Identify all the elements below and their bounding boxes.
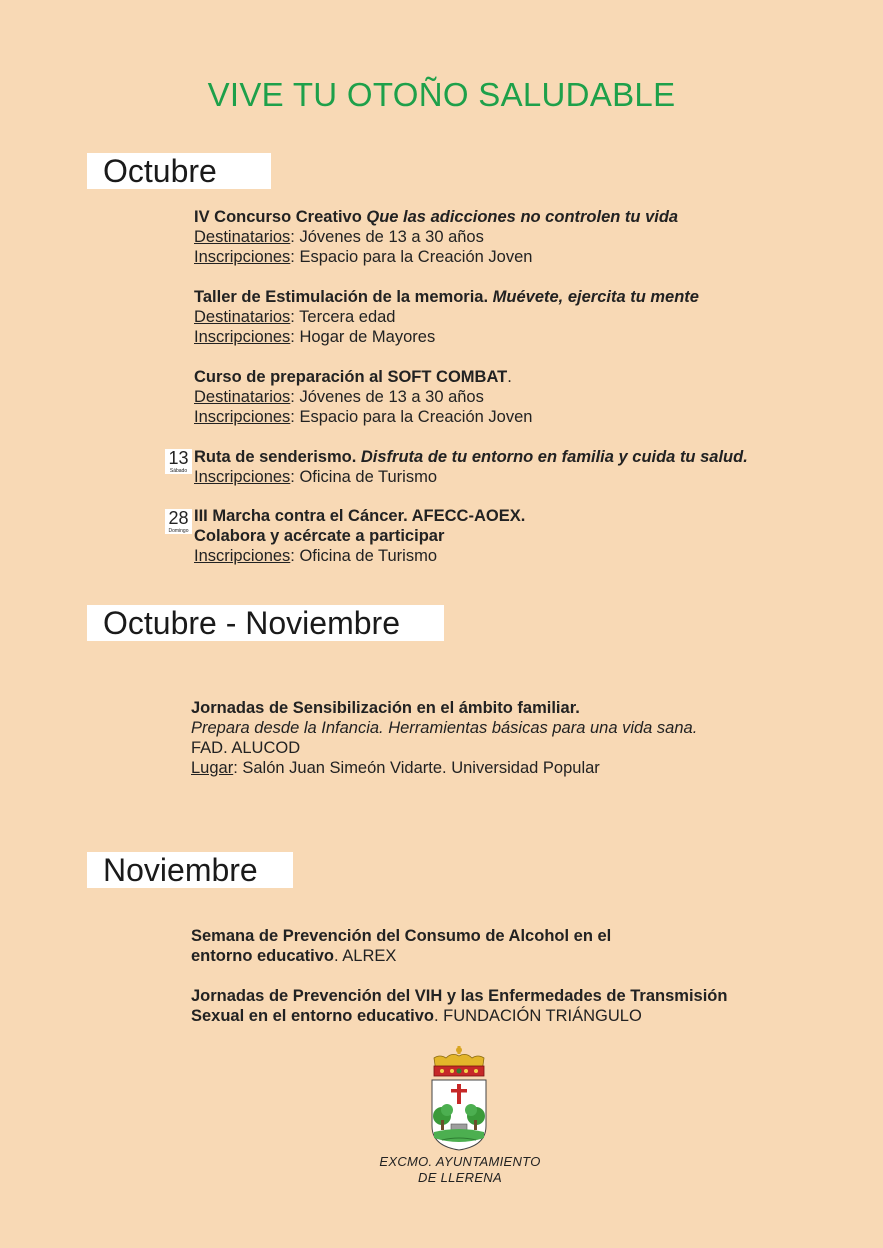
event-title: III Marcha contra el Cáncer. AFECC-AOEX. bbox=[194, 507, 526, 525]
date-badge-28: 28 Domingo bbox=[165, 509, 192, 534]
event-destinatarios: Destinatarios: Tercera edad bbox=[194, 308, 396, 326]
footer-institution: EXCMO. AYUNTAMIENTO DE LLERENA bbox=[379, 1154, 541, 1185]
coat-of-arms-icon bbox=[428, 1046, 490, 1152]
event-title: Taller de Estimulación de la memoria. Muévete, ejercita tu mente bbox=[194, 288, 699, 306]
event-lugar: Lugar: Salón Juan Simeón Vidarte. Universidad Popular bbox=[191, 759, 600, 777]
date-badge-13: 13 Sábado bbox=[165, 449, 192, 474]
event-ruta-senderismo bbox=[194, 447, 748, 487]
event-taller-memoria bbox=[194, 287, 699, 347]
event-title: Curso de preparación al SOFT COMBAT. bbox=[194, 368, 512, 386]
event-inscripciones: Inscripciones: Oficina de Turismo bbox=[194, 468, 438, 486]
month-heading-october bbox=[87, 153, 271, 189]
event-destinatarios: Destinatarios: Jóvenes de 13 a 30 años bbox=[194, 388, 484, 406]
event-jornadas-vih: Jornadas de Prevención del VIH y las Enfermedades de Transmisión Sexual en el entorno educativo. FUNDACIÓN TRIÁNGULO bbox=[191, 987, 728, 1025]
event-title-2: Colabora y acércate a participar bbox=[194, 527, 445, 545]
month-heading-label: Octubre - Noviembre bbox=[103, 605, 400, 641]
month-heading-label: Noviembre bbox=[103, 852, 258, 888]
event-inscripciones: Inscripciones: Hogar de Mayores bbox=[194, 328, 436, 346]
event-marcha-cancer bbox=[194, 506, 525, 566]
event-semana-alcohol: Semana de Prevención del Consumo de Alcohol en el entorno educativo. ALREX bbox=[191, 927, 612, 965]
event-inscripciones: Inscripciones: Espacio para la Creación Joven bbox=[194, 248, 533, 266]
event-soft-combat bbox=[194, 367, 532, 427]
event-organizer: FAD. ALUCOD bbox=[191, 739, 301, 757]
event-subtitle: Prepara desde la Infancia. Herramientas básicas para una vida sana. bbox=[191, 719, 698, 737]
event-title: IV Concurso Creativo Que las adicciones no controlen tu vida bbox=[194, 208, 679, 226]
month-heading-oct-nov bbox=[87, 605, 444, 641]
month-heading-label: Octubre bbox=[103, 153, 217, 189]
event-inscripciones: Inscripciones: Oficina de Turismo bbox=[194, 547, 438, 565]
event-title: Jornadas de Sensibilización en el ámbito familiar. bbox=[191, 699, 580, 717]
event-title: Ruta de senderismo. Disfruta de tu entorno en familia y cuida tu salud. bbox=[194, 448, 748, 466]
page-title: VIVE TU OTOÑO SALUDABLE bbox=[207, 76, 676, 113]
event-jornadas-sensibilizacion bbox=[191, 698, 697, 778]
event-concurso-creativo bbox=[194, 207, 678, 267]
month-heading-november bbox=[87, 852, 293, 888]
event-inscripciones: Inscripciones: Espacio para la Creación Joven bbox=[194, 408, 533, 426]
event-destinatarios: Destinatarios: Jóvenes de 13 a 30 años bbox=[194, 228, 484, 246]
